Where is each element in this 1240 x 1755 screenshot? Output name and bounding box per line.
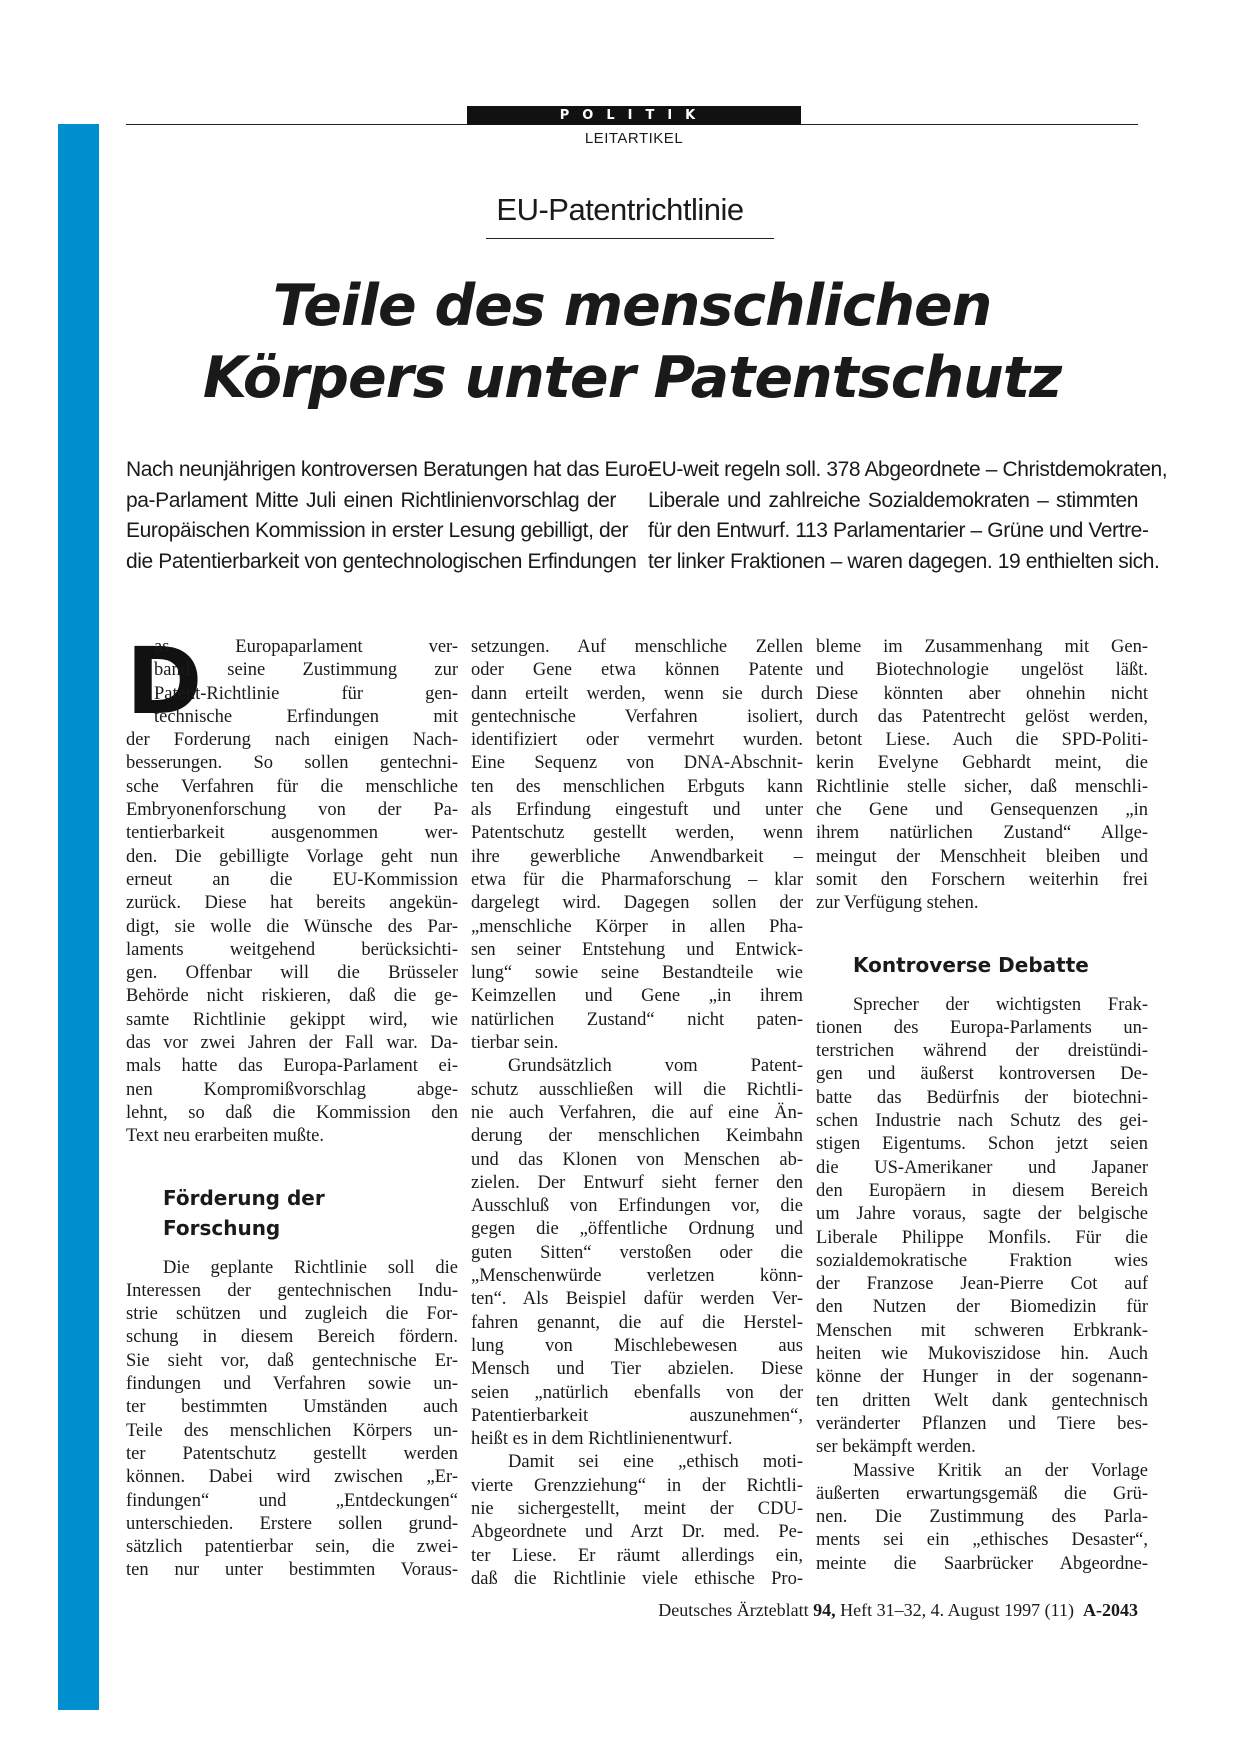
lead-paragraph-right	[648, 455, 1168, 577]
text-line: batte das Bedürfnis der biotechni-	[816, 1087, 1148, 1108]
text-line: als Erfindung eingestuft und unter	[471, 800, 803, 821]
text-line: bleme im Zusammenhang mit Gen-	[816, 637, 1148, 657]
spacer	[816, 916, 1148, 950]
text-line: Sie sieht vor, daß gentechnische Er-	[126, 1350, 458, 1371]
text-line: können. Dabei wird zwischen „Er-	[126, 1467, 458, 1488]
text-line: Embryonenforschung von der Pa-	[126, 800, 458, 821]
text-line: guten Sitten“ verstoßen oder die	[471, 1242, 803, 1263]
text-line: „Menschenwürde verletzen könn-	[471, 1266, 803, 1287]
text-line: ten“. Als Beispiel dafür werden Ver-	[471, 1289, 803, 1310]
text-line: Abgeordnete und Arzt Dr. med. Pe-	[471, 1522, 803, 1543]
lead-line: Europäischen Kommission in erster Lesung gebilligt, der	[126, 519, 629, 542]
text-line: nie auch Verfahren, die auf eine Än-	[471, 1102, 803, 1123]
text-line: der Franzose Jean-Pierre Cot auf	[816, 1274, 1148, 1295]
text-line: sätzlich patentierbar sein, die zwei-	[126, 1537, 458, 1558]
text-line: technische Erfindungen mit	[154, 706, 458, 727]
lead-line: die Patentierbarkeit von gentechnologischen Erfindungen	[126, 549, 637, 573]
text-line: somit den Forschern weiterhin frei	[816, 869, 1148, 890]
text-line: sche Verfahren für die menschliche	[126, 776, 458, 797]
text-line: identifiziert oder vermehrt wurden.	[471, 730, 803, 751]
lead-line: EU-weit regeln soll. 378 Abgeordnete – Christdemokraten,	[648, 458, 1168, 481]
text-line: findungen und Verfahren sowie un-	[126, 1374, 458, 1395]
text-line: Richtlinie stelle sicher, daß menschli-	[816, 776, 1148, 797]
text-line: und das Klonen von Menschen ab-	[471, 1149, 803, 1170]
section-heading: Kontroverse Debatte	[853, 952, 1089, 977]
text-line: unterschieden. Erstere sollen grund-	[126, 1513, 458, 1534]
text-line: durch das Patentrecht gelöst werden,	[816, 706, 1148, 727]
text-line: sozialdemokratische Fraktion wies	[816, 1250, 1148, 1271]
spacer	[126, 1149, 458, 1183]
subsection-label: LEITARTIKEL	[584, 130, 684, 147]
section-heading: Förderung der	[163, 1185, 325, 1210]
text-line: der Forderung nach einigen Nach-	[126, 730, 458, 751]
text-line: tierbar sein.	[471, 1033, 559, 1054]
text-line: ten dritten Welt dank gentechnisch	[816, 1390, 1148, 1411]
text-line: ten des menschlichen Erbguts kann	[471, 776, 803, 797]
text-line: nie sichergestellt, meint der CDU-	[471, 1498, 803, 1519]
text-line: seien „natürlich ebenfalls von der	[471, 1382, 803, 1403]
text-line: Die geplante Richtlinie soll die	[163, 1257, 458, 1278]
text-line: fahren genannt, die auf die Herstel-	[471, 1312, 803, 1333]
lead-line: Liberale und zahlreiche Sozialdemokraten – stimmten	[648, 488, 1138, 512]
lead-paragraph-left	[126, 455, 654, 577]
spacer	[816, 980, 1148, 994]
text-line: veränderter Pflanzen und Tiere bes-	[816, 1413, 1148, 1434]
text-line: ter Liese. Er räumt allerdings ein,	[471, 1545, 803, 1566]
text-line: das vor zwei Jahren der Fall war. Da-	[126, 1033, 458, 1054]
text-line: sen seiner Entstehung und Entwick-	[471, 939, 803, 960]
text-line: meingut der Menschheit bleiben und	[816, 846, 1148, 867]
text-line: Menschen mit schweren Erbkrank-	[816, 1320, 1148, 1341]
text-line: derung der menschlichen Keimbahn	[471, 1126, 803, 1147]
text-line: die US-Amerikaner und Japaner	[816, 1157, 1148, 1178]
text-line: Interessen der gentechnischen Indu-	[126, 1280, 458, 1301]
text-line: Ausschluß von Erfindungen vor, die	[471, 1196, 803, 1217]
page-footer	[126, 1600, 1138, 1621]
text-line: band seine Zustimmung zur	[154, 660, 458, 681]
text-line: samte Richtlinie gekippt wird, wie	[126, 1009, 458, 1030]
text-line: gegen die „öffentliche Ordnung und	[471, 1219, 803, 1240]
text-line: ihre gewerbliche Anwendbarkeit –	[471, 846, 803, 867]
text-line: lung von Mischlebewesen aus	[471, 1335, 803, 1356]
text-line: zurück. Diese hat bereits angekün-	[126, 893, 458, 914]
text-line: digt, sie wolle die Wünsche des Par-	[126, 916, 458, 937]
text-line: erneut an die EU-Kommission	[126, 869, 458, 890]
headline-line-1: Teile des menschlichen	[272, 273, 992, 339]
text-line: terstrichen während der dreistündi-	[816, 1041, 1148, 1062]
text-line: den Europäern in diesem Bereich	[816, 1180, 1148, 1201]
text-line: Teile des menschlichen Körpers un-	[126, 1420, 458, 1441]
text-line: tionen des Europa-Parlaments un-	[816, 1017, 1148, 1038]
lead-line: pa-Parlament Mitte Juli einen Richtlinienvorschlag der	[126, 488, 616, 512]
text-line: lehnt, so daß die Kommission den	[126, 1102, 458, 1123]
text-line: ter bestimmten Umständen auch	[126, 1397, 458, 1418]
headline	[126, 270, 1138, 414]
lead-line: Nach neunjährigen kontroversen Beratungen hat das Euro-	[126, 458, 654, 481]
text-line: nen Kompromißvorschlag abge-	[126, 1079, 458, 1100]
text-line: Patentschutz gestellt werden, wenn	[471, 823, 803, 844]
journal-name: Deutsches Ärzteblatt	[658, 1600, 809, 1620]
text-line: setzungen. Auf menschliche Zellen	[471, 637, 803, 657]
text-line: dann erteilt werden, wenn sie durch	[471, 683, 803, 704]
text-line: stigen Eigentums. Schon jetzt seien	[816, 1134, 1148, 1155]
text-line: Liberale Philippe Monfils. Für die	[816, 1227, 1148, 1248]
journal-issue: Heft 31–32, 4. August 1997 (11)	[840, 1600, 1074, 1620]
body-column-2	[471, 636, 803, 1591]
body-column-1	[126, 628, 458, 1583]
text-line: könne der Hunger in der sogenann-	[816, 1367, 1148, 1388]
text-line: zur Verfügung stehen.	[816, 893, 979, 914]
text-line: Text neu erarbeiten mußte.	[126, 1126, 325, 1147]
text-line: Diese könnten aber ohnehin nicht	[816, 683, 1148, 704]
text-line: nen. Die Zustimmung des Parla-	[816, 1507, 1148, 1528]
text-line: Keimzellen und Gene „in ihrem	[471, 986, 803, 1007]
section-label: POLITIK	[467, 106, 801, 125]
body-column-3	[816, 636, 1148, 1576]
drop-cap: D	[126, 628, 203, 735]
text-line: tentierbarkeit ausgenommen wer-	[126, 823, 458, 844]
text-line: che Gene und Gensequenzen „in	[816, 800, 1148, 821]
section-heading: Forschung	[163, 1215, 281, 1240]
text-line: Patentierbarkeit auszunehmen“,	[471, 1405, 803, 1426]
text-line: vierte Grenzziehung“ in der Richtli-	[471, 1475, 803, 1496]
text-line: dargelegt wird. Dagegen sollen der	[471, 893, 803, 914]
text-line: Damit sei eine „ethisch moti-	[508, 1452, 803, 1473]
text-line: gen. Offenbar will die Brüsseler	[126, 963, 458, 984]
text-line: Behörde nicht riskieren, daß die ge-	[126, 986, 458, 1007]
text-line: den. Die gebilligte Vorlage geht nun	[126, 846, 458, 867]
spacer	[126, 1243, 458, 1257]
text-line: lung“ sowie seine Bestandteile wie	[471, 963, 803, 984]
topic-kicker: EU-Patentrichtlinie	[496, 192, 744, 227]
text-line: ter Patentschutz gestellt werden	[126, 1443, 458, 1464]
text-line: etwa für die Pharmaforschung – klar	[471, 869, 803, 890]
text-line: ments sei ein „ethisches Desaster“,	[816, 1530, 1148, 1551]
text-line: Patent-Richtlinie für gen-	[154, 683, 458, 704]
lead-line: für den Entwurf. 113 Parlamentarier – Grüne und Vertre-	[648, 519, 1149, 542]
text-line: meinte die Saarbrücker Abgeordne-	[816, 1553, 1148, 1574]
text-line: heiten wie Mukoviszidose hin. Auch	[816, 1344, 1148, 1365]
text-line: Mensch und Tier abzielen. Diese	[471, 1359, 803, 1380]
headline-line-2: Körpers unter Patentschutz	[202, 345, 1062, 411]
text-line: ten nur unter bestimmten Voraus-	[126, 1560, 458, 1581]
text-line: Eine Sequenz von DNA-Abschnit-	[471, 753, 803, 774]
text-line: um Jahre voraus, sagte der belgische	[816, 1204, 1148, 1225]
text-line: und Biotechnologie ungelöst läßt.	[816, 660, 1148, 681]
text-line: „menschliche Körper in allen Pha-	[471, 916, 803, 937]
text-line: schung in diesem Bereich fördern.	[126, 1327, 458, 1348]
text-line: as Europaparlament ver-	[154, 637, 458, 657]
text-line: oder Gene etwa können Patente	[471, 660, 803, 681]
lead-line: ter linker Fraktionen – waren dagegen. 19 enthielten sich.	[648, 549, 1160, 573]
text-line: äußerten erwartungsgemäß die Grü-	[816, 1483, 1148, 1504]
text-line: findungen“ und „Entdeckungen“	[126, 1490, 458, 1511]
page-number: A-2043	[1083, 1600, 1138, 1620]
topic-underline	[486, 238, 774, 239]
text-line: besserungen. So sollen gentechni-	[126, 753, 458, 774]
text-line: laments weitgehend berücksichti-	[126, 939, 458, 960]
text-line: Massive Kritik an der Vorlage	[853, 1460, 1148, 1481]
text-line: den Nutzen der Biomedizin für	[816, 1297, 1148, 1318]
text-line: mals hatte das Europa-Parlament ei-	[126, 1056, 458, 1077]
text-line: Grundsätzlich vom Patent-	[508, 1056, 803, 1077]
text-line: Sprecher der wichtigsten Frak-	[853, 994, 1148, 1015]
text-line: ihrem natürlichen Zustand“ Allge-	[816, 823, 1148, 844]
text-line: schen Industrie nach Schutz des gei-	[816, 1111, 1148, 1132]
text-line: gen und äußerst kontroversen De-	[816, 1064, 1148, 1085]
text-line: daß die Richtlinie viele ethische Pro-	[471, 1568, 803, 1589]
blue-margin-bar	[58, 124, 99, 1710]
text-line: schutz ausschließen will die Richtli-	[471, 1079, 803, 1100]
text-line: betont Liese. Auch die SPD-Politi-	[816, 730, 1148, 751]
text-line: gentechnische Verfahren isoliert,	[471, 706, 803, 727]
journal-volume: 94,	[813, 1600, 836, 1620]
text-line: kerin Evelyne Gebhardt meint, die	[816, 753, 1148, 774]
text-line: zielen. Der Entwurf sieht ferner den	[471, 1172, 803, 1193]
text-line: strie schützen und zugleich die For-	[126, 1304, 458, 1325]
text-line: natürlichen Zustand“ nicht paten-	[471, 1009, 803, 1030]
text-line: heißt es in dem Richtlinienentwurf.	[471, 1429, 733, 1450]
text-line: ser bekämpft werden.	[816, 1437, 976, 1458]
